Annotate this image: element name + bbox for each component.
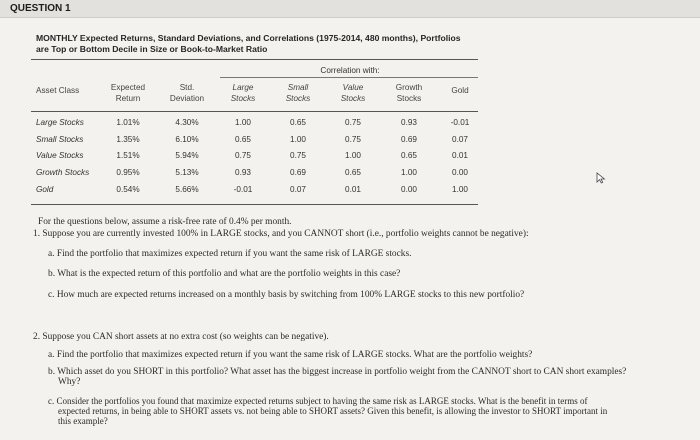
column-header-value-stocks: Stocks (340, 94, 366, 103)
correlation-cell: 1.00 (235, 118, 251, 127)
correlation-cell: 0.01 (345, 185, 361, 194)
question-2b-line1: b. Which asset do you SHORT in this portfolio? What asset has the biggest increase in portfolio weight from the CANNOT short to CAN short examples? (48, 367, 627, 377)
column-header-value-stocks: Value (342, 83, 364, 92)
correlation-cell: 0.65 (401, 151, 417, 160)
correlation-cell: 0.65 (345, 168, 361, 177)
correlation-cell: 0.93 (401, 118, 417, 127)
correlation-cell: 1.00 (345, 151, 361, 160)
row-label: Small Stocks (36, 135, 84, 144)
column-header-small-stocks: Stocks (285, 94, 311, 103)
correlation-cell: 0.65 (290, 118, 306, 127)
question-header (0, 0, 700, 18)
header-bottom-rule (31, 111, 478, 112)
correlation-cell: -0.01 (450, 118, 470, 127)
mouse-pointer-icon (596, 172, 606, 184)
row-label: Large Stocks (36, 118, 84, 127)
correlation-cell: 0.07 (290, 185, 306, 194)
column-header-expected-return: Expected (110, 83, 146, 92)
correlation-cell: 0.00 (452, 168, 468, 177)
column-header-small-stocks: Small (287, 83, 309, 92)
column-header-gold: Gold (451, 86, 469, 95)
correlation-cell: 0.07 (452, 135, 468, 144)
question-1a: a. Find the portfolio that maximizes expected return if you want the same risk of LARGE stocks. (48, 249, 412, 259)
question-2c-line1: c. Consider the portfolios you found that maximize expected returns subject to having the same risk as LARGE stocks. What is the benefit in terms of (48, 396, 588, 406)
expected-return-cell: 1.35% (116, 135, 140, 144)
correlation-cell: 0.93 (235, 168, 251, 177)
column-header-std-deviation: Std. (179, 83, 195, 92)
expected-return-cell: 1.01% (116, 118, 140, 127)
column-header-large-stocks: Large (232, 83, 254, 92)
table-title-line2: are Top or Bottom Decile in Size or Book-to-Market Ratio (36, 44, 268, 54)
column-header-std-deviation: Deviation (169, 94, 205, 103)
std-deviation-cell: 6.10% (175, 135, 199, 144)
correlation-cell: 0.75 (235, 151, 251, 160)
question-2c-line2: expected returns, in being able to SHORT assets vs. not being able to SHORT assets? Given this benefit, is allowing the investor to SHORT important in (58, 406, 608, 416)
expected-return-cell: 0.54% (116, 185, 140, 194)
column-header-growth-stocks: Stocks (396, 94, 422, 103)
question-2c-line3: this example? (58, 416, 108, 426)
column-header-asset-class: Asset Class (36, 86, 80, 95)
expected-return-cell: 0.95% (116, 168, 140, 177)
table-title-line1: MONTHLY Expected Returns, Standard Deviations, and Correlations (1975-2014, 480 months), Portfolios (36, 33, 461, 43)
correlation-header: Correlation with: (320, 66, 380, 75)
correlation-cell: 0.65 (235, 135, 251, 144)
column-header-growth-stocks: Growth (395, 83, 423, 92)
correlation-cell: 0.75 (345, 135, 361, 144)
std-deviation-cell: 5.94% (175, 151, 199, 160)
question-number: QUESTION 1 (10, 3, 71, 14)
question-2a: a. Find the portfolio that maximizes expected return if you want the same risk of LARGE stocks. What are the portfolio weights? (48, 350, 533, 360)
question-1c: c. How much are expected returns increased on a monthly basis by switching from 100% LARGE stocks to this new portfolio? (48, 290, 525, 300)
correlation-rule (220, 77, 478, 78)
correlation-cell: 1.00 (290, 135, 306, 144)
correlation-cell: 0.75 (290, 151, 306, 160)
row-label: Growth Stocks (36, 168, 90, 177)
question-1b: b. What is the expected return of this portfolio and what are the portfolio weights in this case? (48, 269, 401, 279)
correlation-cell: 0.00 (401, 185, 417, 194)
column-header-large-stocks: Stocks (230, 94, 256, 103)
correlation-cell: 0.69 (401, 135, 417, 144)
table-bottom-rule (31, 204, 478, 205)
question-2: 2. Suppose you CAN short assets at no extra cost (so weights can be negative). (33, 332, 329, 342)
std-deviation-cell: 5.66% (175, 185, 199, 194)
expected-return-cell: 1.51% (116, 151, 140, 160)
row-label: Gold (36, 185, 54, 194)
correlation-cell: 0.69 (290, 168, 306, 177)
correlation-cell: 0.01 (452, 151, 468, 160)
correlation-cell: 1.00 (452, 185, 468, 194)
question-2b-line2: Why? (58, 377, 81, 387)
std-deviation-cell: 4.30% (175, 118, 199, 127)
table-top-rule (31, 59, 478, 60)
std-deviation-cell: 5.13% (175, 168, 199, 177)
question-1: 1. Suppose you are currently invested 100% in LARGE stocks, and you CANNOT short (i.e., portfolio weights cannot be negative): (33, 229, 529, 239)
correlation-cell: 1.00 (401, 168, 417, 177)
question-intro: For the questions below, assume a risk-free rate of 0.4% per month. (38, 217, 292, 227)
row-label: Value Stocks (36, 151, 84, 160)
correlation-cell: 0.75 (345, 118, 361, 127)
correlation-cell: -0.01 (233, 185, 253, 194)
column-header-expected-return: Return (115, 94, 141, 103)
